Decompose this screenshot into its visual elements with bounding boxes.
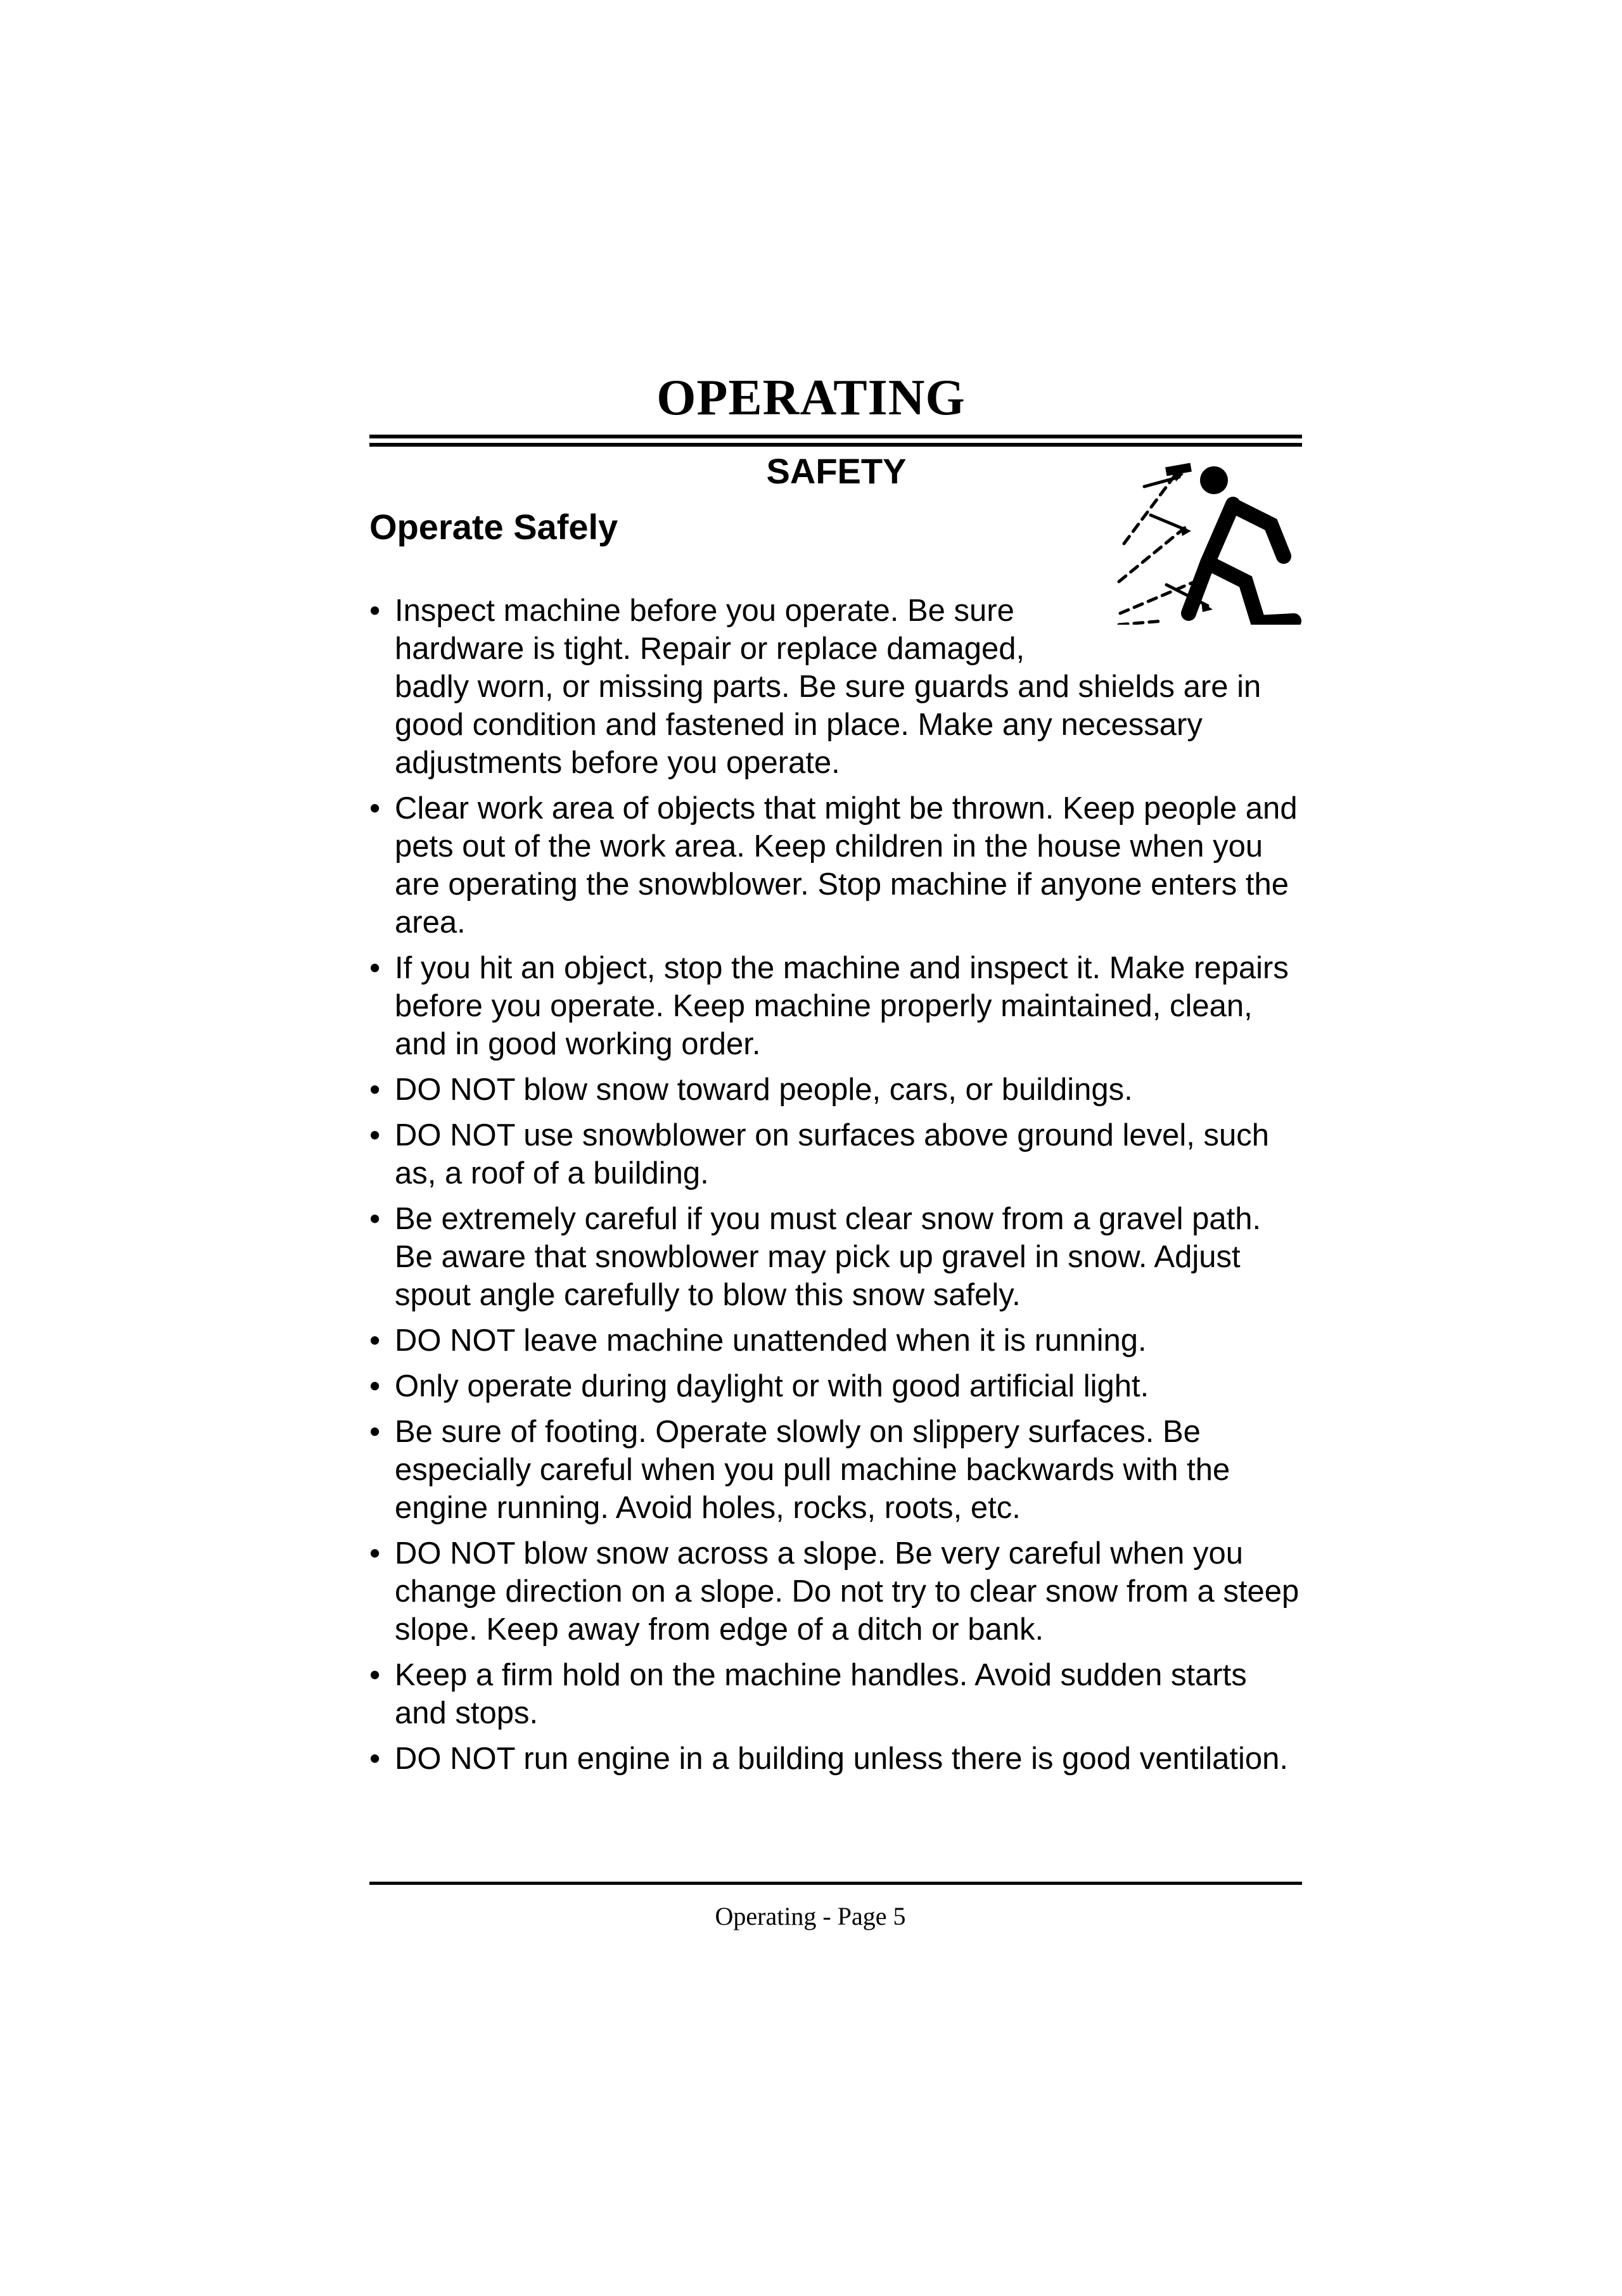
bullet-text: Inspect machine before you operate. Be sure hardware is tight. Repair or replace damaged, badly worn, or missing parts. Be sure guards and shields are in good condition and fastened in place. Make any necessary adjustments before you operate. — [395, 594, 1261, 780]
bullet-text: DO NOT blow snow toward people, cars, or buildings. — [395, 1073, 1133, 1107]
bullet-text: Be sure of footing. Operate slowly on slippery surfaces. Be especially careful when you pull machine backwards with the engine running. Avoid holes, rocks, roots, etc. — [395, 1415, 1230, 1525]
list-item — [369, 1367, 1307, 1405]
bullet-text: DO NOT run engine in a building unless there is good ventilation. — [395, 1742, 1289, 1776]
bullet-text: DO NOT leave machine unattended when it is running. — [395, 1323, 1147, 1358]
page-footer: Operating - Page 5 — [715, 1902, 906, 1930]
bullet-dot: • — [369, 1323, 381, 1358]
bullet-text: Keep a firm hold on the machine handles. Avoid sudden starts and stops. — [395, 1658, 1247, 1730]
list-item — [369, 592, 1307, 782]
bullet-dot: • — [369, 1658, 381, 1692]
bullet-text: Only operate during daylight or with good artificial light. — [395, 1369, 1149, 1403]
list-item — [369, 1322, 1307, 1360]
list-item — [369, 1740, 1307, 1778]
bullet-text: DO NOT blow snow across a slope. Be very careful when you change direction on a slope. Do not try to clear snow from a steep slope. Keep away from edge of a ditch or bank. — [395, 1536, 1300, 1647]
list-item — [369, 789, 1307, 941]
list-item — [369, 1200, 1307, 1314]
bullet-text: Be extremely careful if you must clear snow from a gravel path. Be aware that snowblower may pick up gravel in snow. Adjust spout angle carefully to blow this snow safely. — [395, 1202, 1261, 1312]
icon-clearance-spacer — [1092, 592, 1307, 663]
bullet-dot: • — [369, 1118, 381, 1152]
bullet-text: Clear work area of objects that might be thrown. Keep people and pets out of the work area. Keep children in the house when you are operating the snowblower. Stop machine if anyone enters the area. — [395, 791, 1298, 940]
footer-rule — [369, 1882, 1302, 1885]
title-rule-top — [369, 435, 1302, 438]
subheading: Operate Safely — [369, 507, 618, 547]
bullet-dot: • — [369, 594, 381, 628]
bullet-dot: • — [369, 1202, 381, 1236]
bullet-dot: • — [369, 1415, 381, 1449]
section-title: SAFETY — [766, 451, 907, 491]
bullet-text: If you hit an object, stop the machine and inspect it. Make repairs before you operate. Keep machine properly maintained, clean, and in good working order. — [395, 951, 1289, 1061]
bullet-dot: • — [369, 1369, 381, 1403]
list-item — [369, 1071, 1307, 1109]
bullet-dot: • — [369, 791, 381, 826]
list-item — [369, 1534, 1307, 1649]
bullet-dot: • — [369, 1742, 381, 1776]
title-rule-bottom — [369, 443, 1302, 447]
bullet-dot: • — [369, 951, 381, 985]
list-item — [369, 1656, 1307, 1732]
list-item — [369, 949, 1307, 1063]
list-item — [369, 1413, 1307, 1527]
page-title: OPERATING — [656, 370, 966, 426]
bullet-dot: • — [369, 1536, 381, 1571]
bullet-dot: • — [369, 1073, 381, 1107]
list-item — [369, 1116, 1307, 1192]
safety-bullet-list — [369, 592, 1307, 1785]
bullet-text: DO NOT use snowblower on surfaces above ground level, such as, a roof of a building. — [395, 1118, 1269, 1190]
